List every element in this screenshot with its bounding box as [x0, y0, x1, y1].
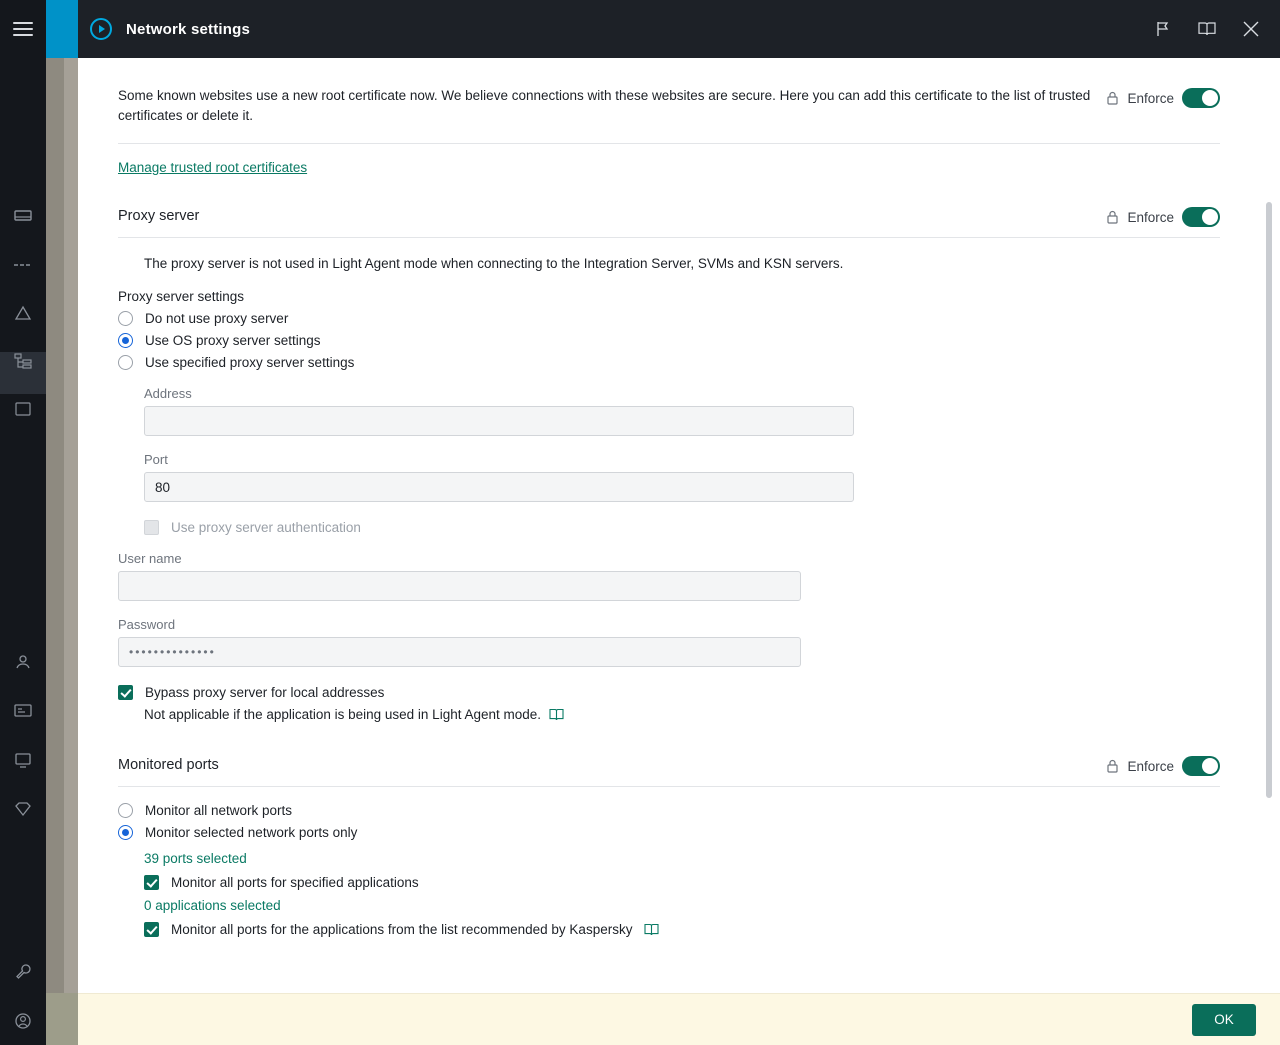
- monitor-apps-label: Monitor all ports for specified applications: [171, 875, 419, 891]
- radio-monitor-selected-ports[interactable]: [118, 825, 1220, 840]
- username-input[interactable]: [118, 571, 801, 601]
- root-certificate-toggle[interactable]: [1182, 88, 1220, 108]
- warning-triangle-icon[interactable]: [11, 301, 35, 325]
- username-label: User name: [118, 551, 182, 567]
- apps-selected-link-row: [144, 897, 1220, 915]
- radio-label: Use specified proxy server settings: [145, 355, 355, 371]
- wrench-icon[interactable]: [11, 960, 35, 984]
- radio-label: Monitor selected network ports only: [145, 825, 358, 841]
- monitor-apps-checkbox-row[interactable]: [144, 875, 1220, 890]
- radio-icon: [118, 803, 133, 818]
- account-icon[interactable]: [11, 1009, 35, 1033]
- page-title: Network settings: [126, 20, 251, 38]
- lock-icon: [1106, 210, 1119, 224]
- user-icon[interactable]: [11, 650, 35, 674]
- app-rail-icons: [0, 205, 46, 421]
- dialog-titlebar: [78, 0, 1280, 58]
- recommended-apps-checkbox-row[interactable]: [144, 922, 1220, 937]
- proxy-enforce: [1106, 205, 1220, 227]
- network-settings-dialog: [78, 0, 1280, 1045]
- bypass-proxy-label: Bypass proxy server for local addresses: [145, 685, 385, 701]
- apps-selected-link[interactable]: 0 applications selected: [144, 898, 281, 914]
- proxy-section-title: Proxy server: [118, 208, 200, 225]
- monitored-ports-section-header: [118, 754, 1220, 787]
- scrollbar-thumb[interactable]: [1266, 202, 1272, 798]
- port-value: 80: [155, 479, 171, 495]
- checkbox-icon-checked: [144, 922, 159, 937]
- password-value: ••••••••••••••: [129, 645, 216, 660]
- enforce-label: Enforce: [1127, 758, 1174, 774]
- address-input[interactable]: [144, 406, 854, 436]
- help-book-icon[interactable]: [644, 923, 659, 936]
- ports-selected-link[interactable]: 39 ports selected: [144, 851, 247, 867]
- hamburger-icon: [13, 22, 33, 36]
- proxy-section-header: [118, 205, 1220, 238]
- root-certificate-description: Some known websites use a new root certificate now. We believe connections with these websites are secure. Here you can add this certificate to the list of trusted certificates or delete it.: [118, 88, 1091, 123]
- dialog-footer: [78, 993, 1280, 1045]
- radio-icon-selected: [118, 825, 133, 840]
- port-label: Port: [144, 452, 168, 468]
- bypass-proxy-hint: Not applicable if the application is being used in Light Agent mode.: [144, 707, 542, 723]
- radio-icon: [118, 311, 133, 326]
- close-icon[interactable]: [1240, 18, 1262, 40]
- password-input[interactable]: [118, 637, 801, 667]
- checkbox-icon: [144, 520, 159, 535]
- radio-label: Do not use proxy server: [145, 311, 289, 327]
- dashed-divider-icon: [11, 253, 35, 277]
- monitor-icon[interactable]: [11, 205, 35, 229]
- proxy-authentication-label: Use proxy server authentication: [171, 520, 361, 536]
- monitored-ports-enforce: [1106, 754, 1220, 776]
- enforce-label: Enforce: [1127, 90, 1174, 106]
- bypass-proxy-checkbox-row[interactable]: [118, 685, 1220, 700]
- settings-group-icon[interactable]: [11, 397, 35, 421]
- checkbox-icon-checked: [118, 685, 133, 700]
- password-label: Password: [118, 617, 176, 633]
- radio-label: Monitor all network ports: [145, 803, 293, 819]
- license-icon[interactable]: [11, 797, 35, 821]
- monitored-ports-toggle[interactable]: [1182, 756, 1220, 776]
- remote-screen-icon[interactable]: [11, 748, 35, 772]
- content-scrollbar[interactable]: [1270, 130, 1276, 726]
- lock-icon: [1106, 91, 1119, 105]
- app-logo-icon: [90, 18, 112, 40]
- proxy-settings-label: Proxy server settings: [118, 289, 245, 305]
- proxy-note: The proxy server is not used in Light Agent mode when connecting to the Integration Server, SVMs and KSN servers.: [144, 256, 844, 272]
- help-book-icon[interactable]: [549, 708, 564, 721]
- help-book-icon[interactable]: [1196, 18, 1218, 40]
- port-input[interactable]: [144, 472, 854, 502]
- titlebar-actions: [1152, 18, 1262, 40]
- radio-do-not-use-proxy[interactable]: [118, 311, 1220, 326]
- address-label: Address: [144, 386, 192, 402]
- checkbox-icon-checked: [144, 875, 159, 890]
- manage-trusted-root-certificates-link[interactable]: Manage trusted root certificates: [118, 160, 308, 176]
- dialog-body: [78, 58, 1280, 993]
- ok-button[interactable]: OK: [1192, 1004, 1256, 1036]
- radio-use-os-proxy[interactable]: [118, 333, 1220, 348]
- lock-icon: [1106, 759, 1119, 773]
- radio-icon: [118, 355, 133, 370]
- reports-icon[interactable]: [11, 699, 35, 723]
- monitored-ports-title: Monitored ports: [118, 757, 219, 774]
- app-rail-bottom-icons: [0, 960, 46, 1033]
- ports-selected-link-row: [144, 850, 1220, 868]
- hierarchy-icon[interactable]: [11, 349, 35, 373]
- radio-monitor-all-ports[interactable]: [118, 803, 1220, 818]
- flag-icon[interactable]: [1152, 18, 1174, 40]
- app-rail-icons-bottom: [0, 650, 46, 821]
- bypass-proxy-hint-row: [144, 707, 1220, 722]
- settings-content: [78, 58, 1280, 993]
- recommended-apps-label: Monitor all ports for the applications from the list recommended by Kaspersky: [171, 922, 633, 938]
- proxy-toggle[interactable]: [1182, 207, 1220, 227]
- root-certificate-enforce: [1106, 86, 1220, 108]
- menu-button[interactable]: [0, 0, 46, 58]
- radio-icon-selected: [118, 333, 133, 348]
- proxy-authentication-checkbox-row[interactable]: [144, 520, 1220, 535]
- enforce-label: Enforce: [1127, 209, 1174, 225]
- app-left-rail: [0, 0, 46, 1045]
- radio-use-specified-proxy[interactable]: [118, 355, 1220, 370]
- root-certificate-section: [118, 86, 1220, 144]
- radio-label: Use OS proxy server settings: [145, 333, 321, 349]
